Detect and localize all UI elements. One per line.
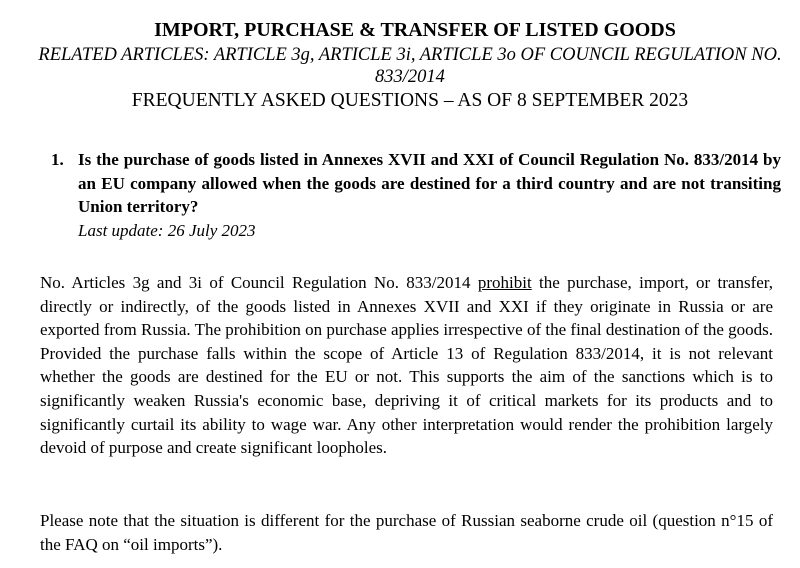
faq-question	[51, 148, 781, 242]
answer-paragraph	[40, 271, 773, 460]
document-title: IMPORT, PURCHASE & TRANSFER OF LISTED GOODS	[154, 19, 676, 41]
note-paragraph: Please note that the situation is different for the purchase of Russian seaborne crude oil (question n°15 of the FAQ on “oil imports”).	[40, 511, 773, 554]
question-number: 1.	[51, 150, 64, 169]
answer-text-start: No. Articles 3g and 3i of Council Regulation No. 833/2014	[40, 273, 478, 292]
question-text: Is the purchase of goods listed in Annexes XVII and XXI of Council Regulation No. 833/2014 by an EU company allowed when the goods are destined for a third country and are not transiting Union territory?	[78, 150, 781, 216]
answer-underlined-term: prohibit	[477, 273, 532, 292]
related-articles: RELATED ARTICLES: ARTICLE 3g, ARTICLE 3i, ARTICLE 3o OF COUNCIL REGULATION NO. 833/2014	[38, 45, 782, 87]
faq-heading: FREQUENTLY ASKED QUESTIONS – AS OF 8 SEPTEMBER 2023	[131, 90, 689, 111]
answer-text-rest: the purchase, import, or transfer, directly or indirectly, of the goods listed in Annexes XVII and XXI if they originate in Russia or are exported from Russia. The prohibition on purchase applies irrespective of the final destination of the goods. Provided the purchase falls within the scope of Article 13 of Regulation 833/2014, it is not relevant whether the goods are destined for the EU or not. This supports the aim of the sanctions which is to significantly weaken Russia's economic base, depriving it of critical markets for its products and to significantly curtail its ability to wage war. Any other interpretation would render the prohibition largely devoid of purpose and create significant loopholes.	[40, 273, 774, 458]
last-update: Last update: 26 July 2023	[78, 220, 256, 240]
